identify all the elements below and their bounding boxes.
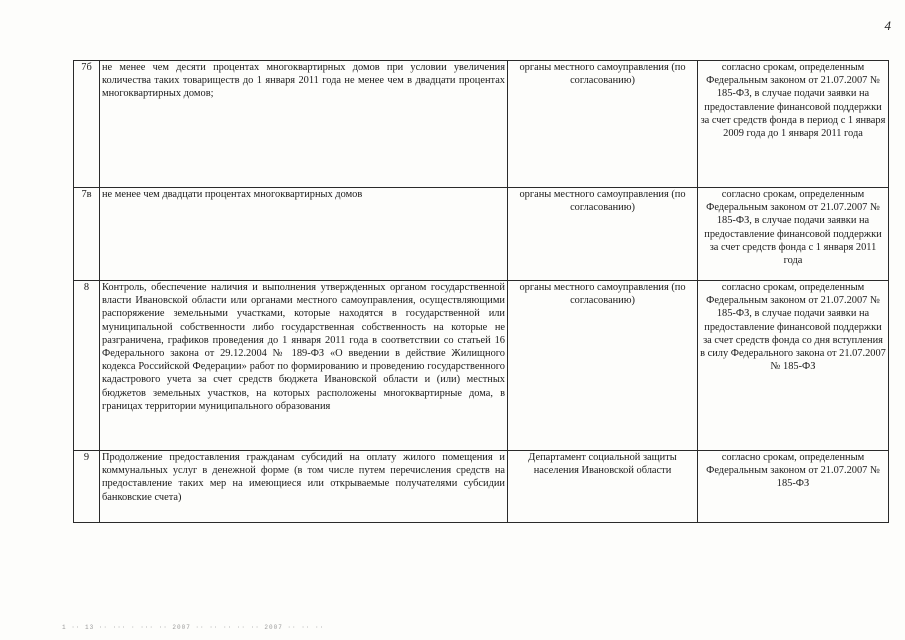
row-number: 9 <box>74 451 100 523</box>
fax-footer-text: 1 ·· 13 ·· ··· · ··· ·· 2007 ·· ·· ·· ·· ·· 2007 ·· ·· ·· <box>62 624 325 631</box>
table-row <box>74 281 889 451</box>
deadline: согласно срокам, определенным Федеральным законом от 21.07.2007 № 185-ФЗ, в случае подачи заявки на предоставление финансовой поддержки за счет средств фонда с 1 января 2011 года <box>698 188 889 281</box>
page-number: 4 <box>884 18 891 33</box>
row-number: 8 <box>74 281 100 451</box>
deadline: согласно срокам, определенным Федеральным законом от 21.07.2007 № 185-ФЗ, в случае подачи заявки на предоставление финансовой поддержки за счет средств фонда в период с 1 января 2009 года до 1 января 2011 года <box>698 61 889 188</box>
responsible-body: органы местного самоуправления (по согласованию) <box>508 281 698 451</box>
responsible-body: органы местного самоуправления (по согласованию) <box>508 188 698 281</box>
measure-description: Контроль, обеспечение наличия и выполнения утвержденных органом государственной власти Ивановской области или органами местного самоуправления, осуществляющими распоряжение земельными участками, которые находятся в государственной или муниципальной собственности либо государственная собственность на которые не разграничена, графиков проведения до 1 января 2011 года в соответствии со статьей 16 Федерального закона от 29.12.2004 № 189-ФЗ «О введении в действие Жилищного кодекса Российской Федерации» работ по формированию и проведению государственного кадастрового учета за счет средств бюджета Ивановской области и (или) местных бюджетов земельных участков, на которых расположены многоквартирные дома, в границах территории муниципального образования <box>100 281 508 451</box>
measures-table <box>73 60 889 523</box>
row-number: 7б <box>74 61 100 188</box>
deadline: согласно срокам, определенным Федеральным законом от 21.07.2007 № 185-ФЗ, в случае подачи заявки на предоставление финансовой поддержки за счет средств фонда со дня вступления в силу Федерального закона от 21.07.2007 № 185-ФЗ <box>698 281 889 451</box>
table-row <box>74 188 889 281</box>
measure-description: не менее чем десяти процентах многоквартирных домов при условии увеличения количества таких товариществ до 1 января 2011 года не менее чем в двадцати процентах многоквартирных домов; <box>100 61 508 188</box>
table-row <box>74 451 889 523</box>
responsible-body: органы местного самоуправления (по согласованию) <box>508 61 698 188</box>
measure-description: не менее чем двадцати процентах многоквартирных домов <box>100 188 508 281</box>
responsible-body: Департамент социальной защиты населения Ивановской области <box>508 451 698 523</box>
deadline: согласно срокам, определенным Федеральным законом от 21.07.2007 № 185-ФЗ <box>698 451 889 523</box>
row-number: 7в <box>74 188 100 281</box>
measure-description: Продолжение предоставления гражданам субсидий на оплату жилого помещения и коммунальных услуг в денежной форме (в том числе путем перечисления средств на предоставление таких мер на имеющиеся или открываемые получателями субсидии банковские счета) <box>100 451 508 523</box>
table-row <box>74 61 889 188</box>
